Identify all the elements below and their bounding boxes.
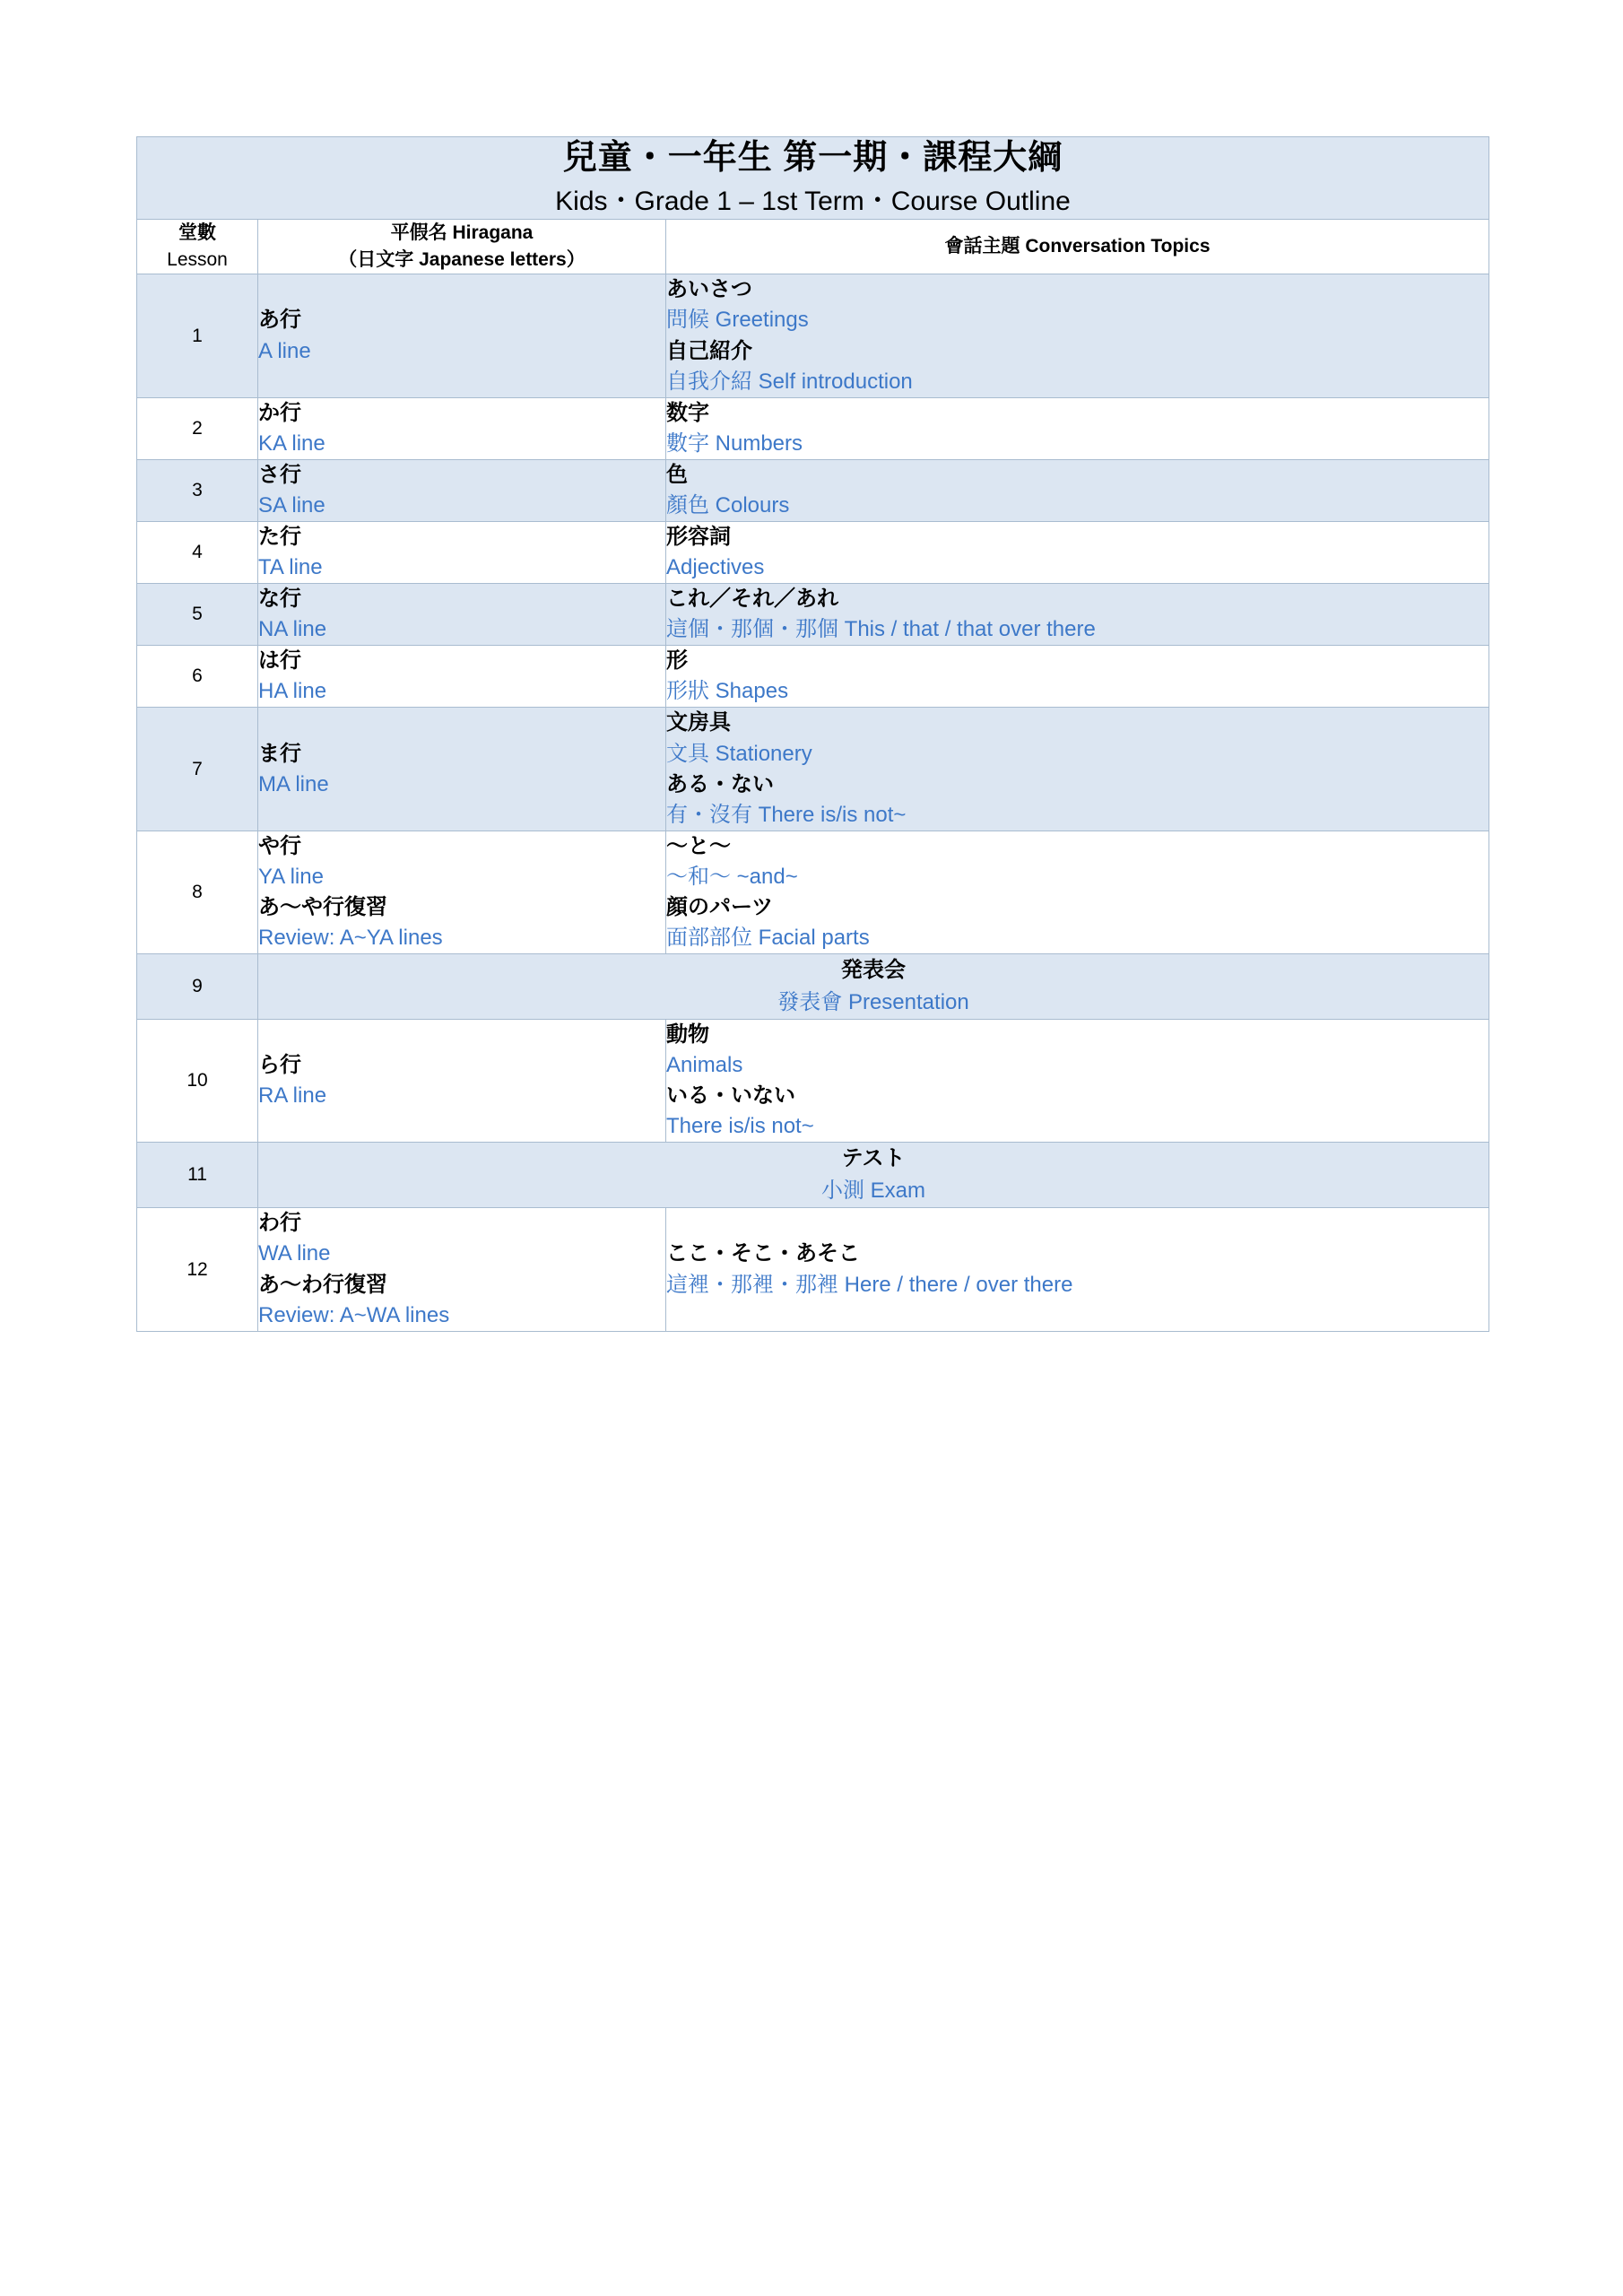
hiragana-cell: [258, 397, 666, 459]
text-line-en: 自我介紹 Self introduction: [666, 369, 913, 394]
hiragana-cell: [258, 831, 666, 953]
text-line-en: Adjectives: [666, 555, 765, 580]
text-line-en: 問候 Greetings: [666, 308, 809, 333]
text-line-en: Review: A~WA lines: [258, 1302, 450, 1327]
topics-cell: [666, 397, 1489, 459]
text-line-jp: た行: [258, 525, 301, 549]
text-line-en: 〜和〜 ~and~: [666, 864, 798, 889]
text-line-en: 面部部位 Facial parts: [666, 926, 870, 951]
text-line-en: Animals: [666, 1053, 743, 1078]
table-row: [137, 274, 1489, 397]
text-line-jp: 顔のパーツ: [666, 894, 774, 919]
table-row: [137, 646, 1489, 708]
title-row: [137, 137, 1489, 220]
header-hiragana: [258, 219, 666, 274]
text-line-jp: 〜と〜: [666, 833, 731, 858]
lesson-number: 10: [137, 1020, 258, 1143]
text-line-en: 有・沒有 There is/is not~: [666, 802, 907, 827]
table-row: [137, 708, 1489, 831]
topics-cell: [666, 584, 1489, 646]
table-row: [137, 1143, 1489, 1208]
topics-cell: [666, 708, 1489, 831]
hiragana-cell: [258, 584, 666, 646]
table-row: [137, 522, 1489, 584]
topics-cell: [666, 522, 1489, 584]
page-title-en: Kids・Grade 1 – 1st Term・Course Outline: [555, 186, 1071, 216]
lesson-number: 4: [137, 522, 258, 584]
topics-cell: [666, 1020, 1489, 1143]
text-line-jp: いる・いない: [666, 1083, 795, 1109]
hiragana-cell: [258, 1020, 666, 1143]
topics-cell: [666, 459, 1489, 521]
text-line-en: WA line: [258, 1241, 331, 1266]
table-row: [137, 397, 1489, 459]
title-cell: [137, 137, 1489, 220]
header-row: [137, 219, 1489, 274]
lesson-number: 6: [137, 646, 258, 708]
lesson-number: 9: [137, 954, 258, 1020]
header-lesson-en: Lesson: [167, 248, 228, 270]
header-lesson-jp: 堂數: [178, 222, 216, 243]
hiragana-cell: [258, 459, 666, 521]
text-line-jp: 数字: [666, 400, 709, 425]
text-line-jp: ある・ない: [666, 771, 774, 796]
topics-cell: [666, 831, 1489, 953]
hiragana-cell: [258, 646, 666, 708]
lesson-number: 3: [137, 459, 258, 521]
text-line-en: There is/is not~: [666, 1114, 814, 1139]
text-line-jp: あ〜や行復習: [258, 894, 387, 919]
text-line-en: MA line: [258, 771, 329, 796]
text-line-jp: ま行: [258, 741, 301, 766]
table-row: [137, 584, 1489, 646]
course-outline-table: [136, 136, 1489, 1332]
text-line-jp: あいさつ: [666, 277, 752, 302]
text-line-jp: わ行: [258, 1211, 301, 1236]
text-line-jp: や行: [258, 833, 301, 858]
text-line-jp: あ〜わ行復習: [258, 1272, 387, 1297]
text-line-en: 這個・那個・那個 This / that / that over there: [666, 617, 1096, 642]
text-line-en: KA line: [258, 430, 325, 456]
lesson-number: 2: [137, 397, 258, 459]
text-line-en: 這裡・那裡・那裡 Here / there / over there: [666, 1272, 1073, 1297]
text-line-en: RA line: [258, 1083, 327, 1109]
header-topics-label: 會話主題 Conversation Topics: [944, 235, 1211, 257]
topics-cell: [666, 1208, 1489, 1331]
full-width-topic-cell: [258, 1143, 1489, 1208]
text-line-en: A line: [258, 338, 311, 363]
text-line-en: TA line: [258, 555, 323, 580]
text-line-en: 文具 Stationery: [666, 741, 812, 766]
text-line-en: 顏色 Colours: [666, 492, 790, 517]
text-line-en: SA line: [258, 492, 325, 517]
lesson-number: 1: [137, 274, 258, 397]
text-line-jp: 色: [666, 462, 688, 487]
hiragana-cell: [258, 274, 666, 397]
text-line-en: 發表會 Presentation: [777, 990, 969, 1015]
text-line-en: 形狀 Shapes: [666, 679, 789, 704]
text-line-jp: は行: [258, 648, 301, 674]
table-row: [137, 1208, 1489, 1331]
text-line-jp: な行: [258, 587, 301, 612]
text-line-jp: 形容詞: [666, 525, 731, 549]
full-width-topic-cell: [258, 954, 1489, 1020]
page-title-jp: 兒童・一年生 第一期・課程大綱: [562, 139, 1063, 177]
text-line-jp: 形: [666, 648, 688, 674]
table-body: [137, 274, 1489, 1331]
lesson-number: 11: [137, 1143, 258, 1208]
hiragana-cell: [258, 522, 666, 584]
table-row: [137, 1020, 1489, 1143]
lesson-number: 12: [137, 1208, 258, 1331]
hiragana-cell: [258, 1208, 666, 1331]
table-row: [137, 831, 1489, 953]
text-line-en: Review: A~YA lines: [258, 926, 443, 951]
text-line-jp: 発表会: [841, 958, 906, 983]
text-line-en: YA line: [258, 864, 324, 889]
text-line-jp: か行: [258, 400, 301, 425]
text-line-en: HA line: [258, 679, 327, 704]
lesson-number: 7: [137, 708, 258, 831]
text-line-en: 數字 Numbers: [666, 430, 803, 456]
header-topics: [666, 219, 1489, 274]
text-line-jp: さ行: [258, 462, 301, 487]
text-line-jp: ら行: [258, 1053, 301, 1078]
topics-cell: [666, 646, 1489, 708]
text-line-en: 小測 Exam: [821, 1178, 926, 1204]
topics-cell: [666, 274, 1489, 397]
table-row: [137, 459, 1489, 521]
text-line-jp: 自己紹介: [666, 338, 752, 363]
text-line-jp: ここ・そこ・あそこ: [666, 1241, 860, 1266]
header-lesson: [137, 219, 258, 274]
text-line-jp: 文房具: [666, 710, 731, 735]
text-line-en: NA line: [258, 617, 327, 642]
lesson-number: 8: [137, 831, 258, 953]
text-line-jp: テスト: [841, 1146, 906, 1171]
text-line-jp: 動物: [666, 1022, 709, 1048]
hiragana-cell: [258, 708, 666, 831]
header-hiragana-sub: （日文字 Japanese letters）: [338, 248, 586, 270]
lesson-number: 5: [137, 584, 258, 646]
text-line-jp: これ／それ／あれ: [666, 587, 838, 612]
text-line-jp: あ行: [258, 308, 301, 333]
header-hiragana-main: 平假名 Hiragana: [390, 222, 534, 243]
table-row: [137, 954, 1489, 1020]
